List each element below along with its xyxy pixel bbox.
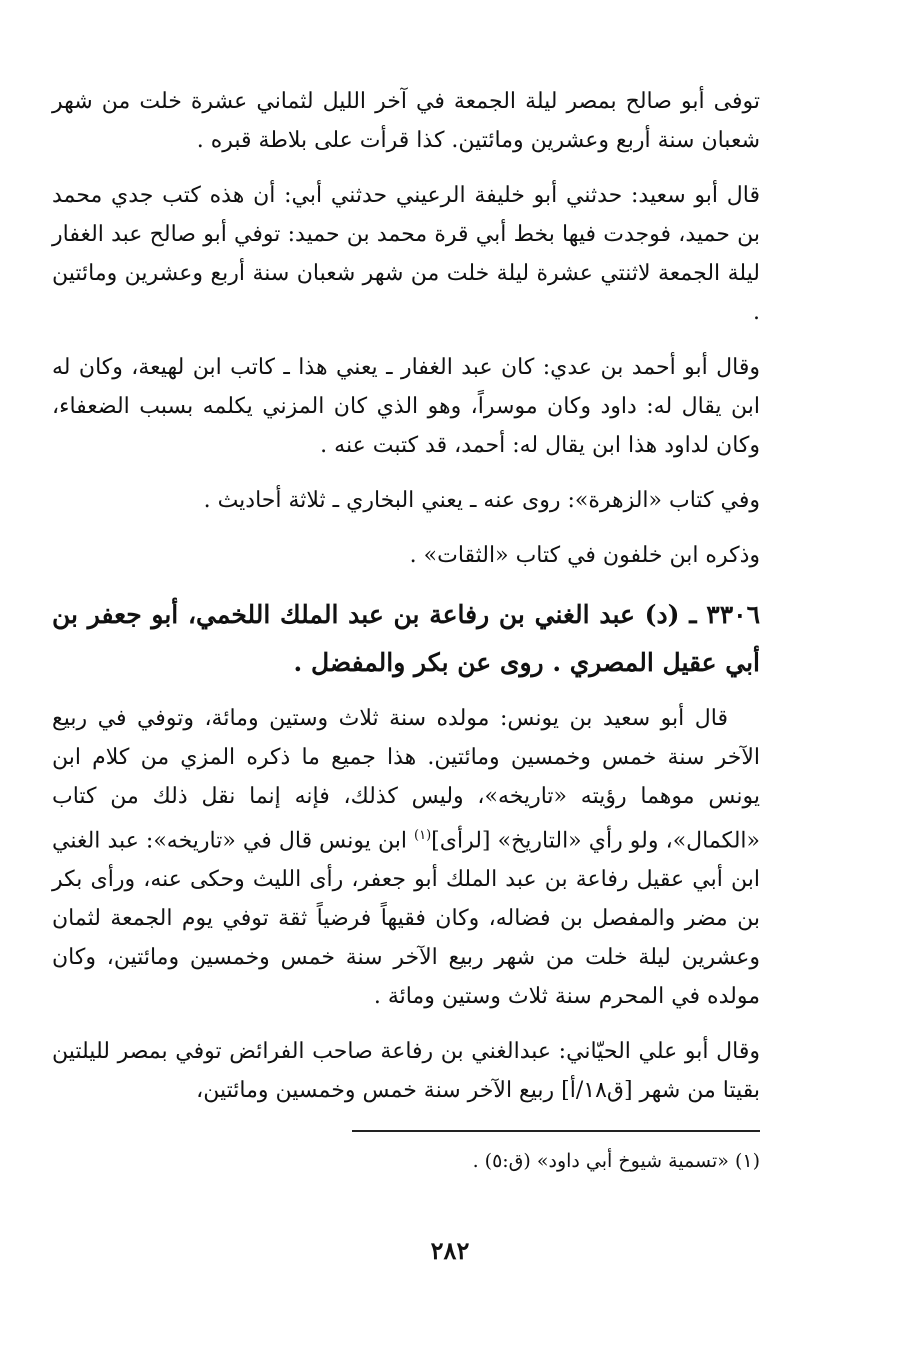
paragraph-zahra: وفي كتاب «الزهرة»: روى عنه ـ يعني البخاري ـ ثلاثة أحاديث . xyxy=(203,488,760,513)
page-number: ٢٨٢ xyxy=(430,1236,470,1265)
paragraph-death-date: توفى أبو صالح بمصر ليلة الجمعة في آخر الليل لثماني عشرة خلت من شهر شعبان سنة أربع وعشرين ومائتين. كذا قرأت على بلاطة قبره . xyxy=(52,89,760,153)
paragraph-ibn-yunus-part-a: قال أبو سعيد بن يونس: مولده سنة ثلاث وستين ومائة، وتوفي في ربيع الآخر سنة خمس وخمسين ومائتين. هذا جميع ما ذكره المزي من كلام ابن يونس موهما رؤيته «تاريخه»، وليس كذلك، فإنه إنما نقل ذلك من كتاب «الكمال»، ولو رأي «التاريخ» [لرأى] xyxy=(52,706,760,854)
entry-heading: ٣٣٠٦ ـ (د) عبد الغني بن رفاعة بن عبد الملك اللخمي، أبو جعفر بن أبي عقيل المصري . روى عن بكر والمفضل . xyxy=(52,600,760,677)
paragraph-thiqat: وذكره ابن خلفون في كتاب «الثقات» . xyxy=(409,543,760,568)
paragraph-abu-said: قال أبو سعيد: حدثني أبو خليفة الرعيني حدثني أبي: أن هذه كتب جدي محمد بن حميد، فوجدت فيها بخط أبي قرة محمد بن حميد: توفي أبو صالح عبد الغفار ليلة الجمعة لاثنتي عشرة ليلة خلت من شهر شعبان سنة أربع وعشرين ومائتين . xyxy=(52,183,760,325)
paragraph-ibn-yunus xyxy=(52,699,760,1016)
paragraph-hayyani: وقال أبو علي الحيّاني: عبدالغني بن رفاعة صاحب الفرائض توفي بمصر لليلتين بقيتا من شهر [ق١٨/أ] ربيع الآخر سنة خمس وخمسين ومائتين، xyxy=(52,1039,760,1104)
footnote: (١) «تسمية شيوخ أبي داود» (ق:٥) . xyxy=(472,1150,760,1173)
paragraph-ibn-adi: وقال أبو أحمد بن عدي: كان عبد الغفار ـ يعني هذا ـ كاتب ابن لهيعة، وكان له ابن يقال له: داود وكان موسراً، وهو الذي كان المزني يكلمه بسبب الضعفاء، وكان لداود هذا ابن يقال له: أحمد، قد كتبت عنه . xyxy=(52,355,760,458)
paragraph-ibn-yunus-part-b: ابن يونس قال في «تاريخه»: عبد الغني ابن أبي عقيل رفاعة بن عبد الملك أبو جعفر، رأى الليث وحكى عنه، ورأى بكر بن مضر والمفصل بن فضاله، وكان فقيهاً فرضياً ثقة توفي يوم الجمعة لثمان وعشرين ليلة خلت من شهر ربيع الآخر سنة خمس وخمسين ومائتين، وكان مولده في المحرم سنة ثلاث وستين ومائة . xyxy=(52,828,760,1010)
footnote-divider xyxy=(352,1130,760,1132)
footnote-marker: (١) xyxy=(414,828,432,843)
